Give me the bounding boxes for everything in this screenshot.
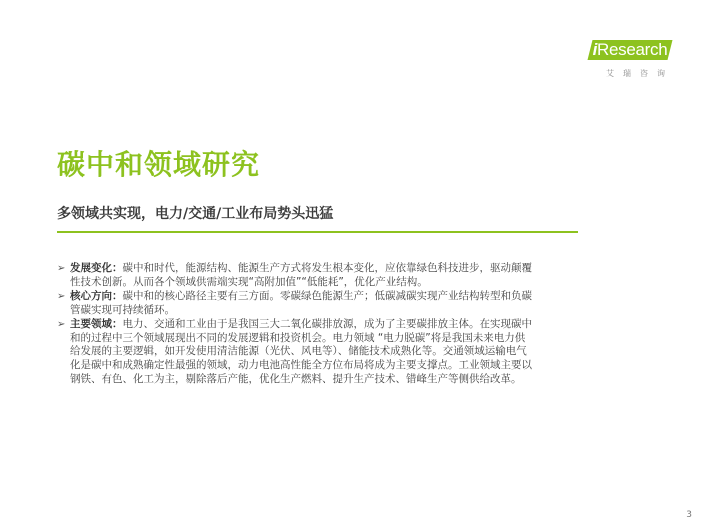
bullet-text: 碳中和时代，能源结构、能源生产方式将发生根本变化，应依靠绿色科技进步，驱动颠覆性技术创新。从而各个领域供需端实现“高附加值”“低能耗”，优化产业结构。 — [70, 262, 532, 288]
bullet-heading: 主要领域： — [70, 317, 123, 330]
bullet-heading: 核心方向： — [70, 289, 123, 302]
bullet-heading: 发展变化： — [70, 262, 123, 274]
page-title: 碳中和领域研究 — [57, 148, 261, 181]
bullet-item-core-direction — [57, 290, 535, 318]
logo-subtitle: 艾瑞咨询 — [606, 69, 674, 78]
bullet-item-development-changes — [57, 262, 535, 290]
page-number: 3 — [686, 510, 692, 520]
bullet-text: 电力、交通和工业由于是我国三大二氧化碳排放源，成为了主要碳排放主体。在实现碳中和的过程中三个领域展现出不同的发展逻辑和投资机会。电力领域 “电力脱碳”将是我国未来电力供给发展的主要逻辑，如开发使用清洁能源（光伏、风电等）、储能技术成熟化等。交通领域运输电气化是碳中和成熟确定性最强的领域，动力电池高性能全方位布局将成为主要支撑点。工业领域主要以钢铁、有色、化工为主，剔除落后产能，优化生产燃料、提升生产技术、错峰生产等侧供给改革。 — [70, 317, 532, 386]
bullet-list — [57, 262, 535, 387]
bullet-item-main-fields — [57, 318, 535, 388]
page-subtitle: 多领域共实现，电力/交通/工业布局势头迅猛 — [57, 206, 334, 222]
divider-line — [57, 231, 578, 233]
bullet-text: 碳中和的核心路径主要有三方面。零碳绿色能源生产；低碳减碳实现产业结构转型和负碳管碳实现可持续循环。 — [70, 289, 532, 316]
iresearch-logo — [584, 38, 676, 84]
triangle-right-icon: ➢ — [57, 263, 66, 274]
triangle-right-icon: ➢ — [57, 290, 66, 302]
triangle-right-icon: ➢ — [57, 318, 66, 330]
logo-word-research: Research — [597, 40, 668, 59]
logo-letter-i: i — [592, 40, 598, 59]
logo-wordmark — [584, 38, 676, 62]
